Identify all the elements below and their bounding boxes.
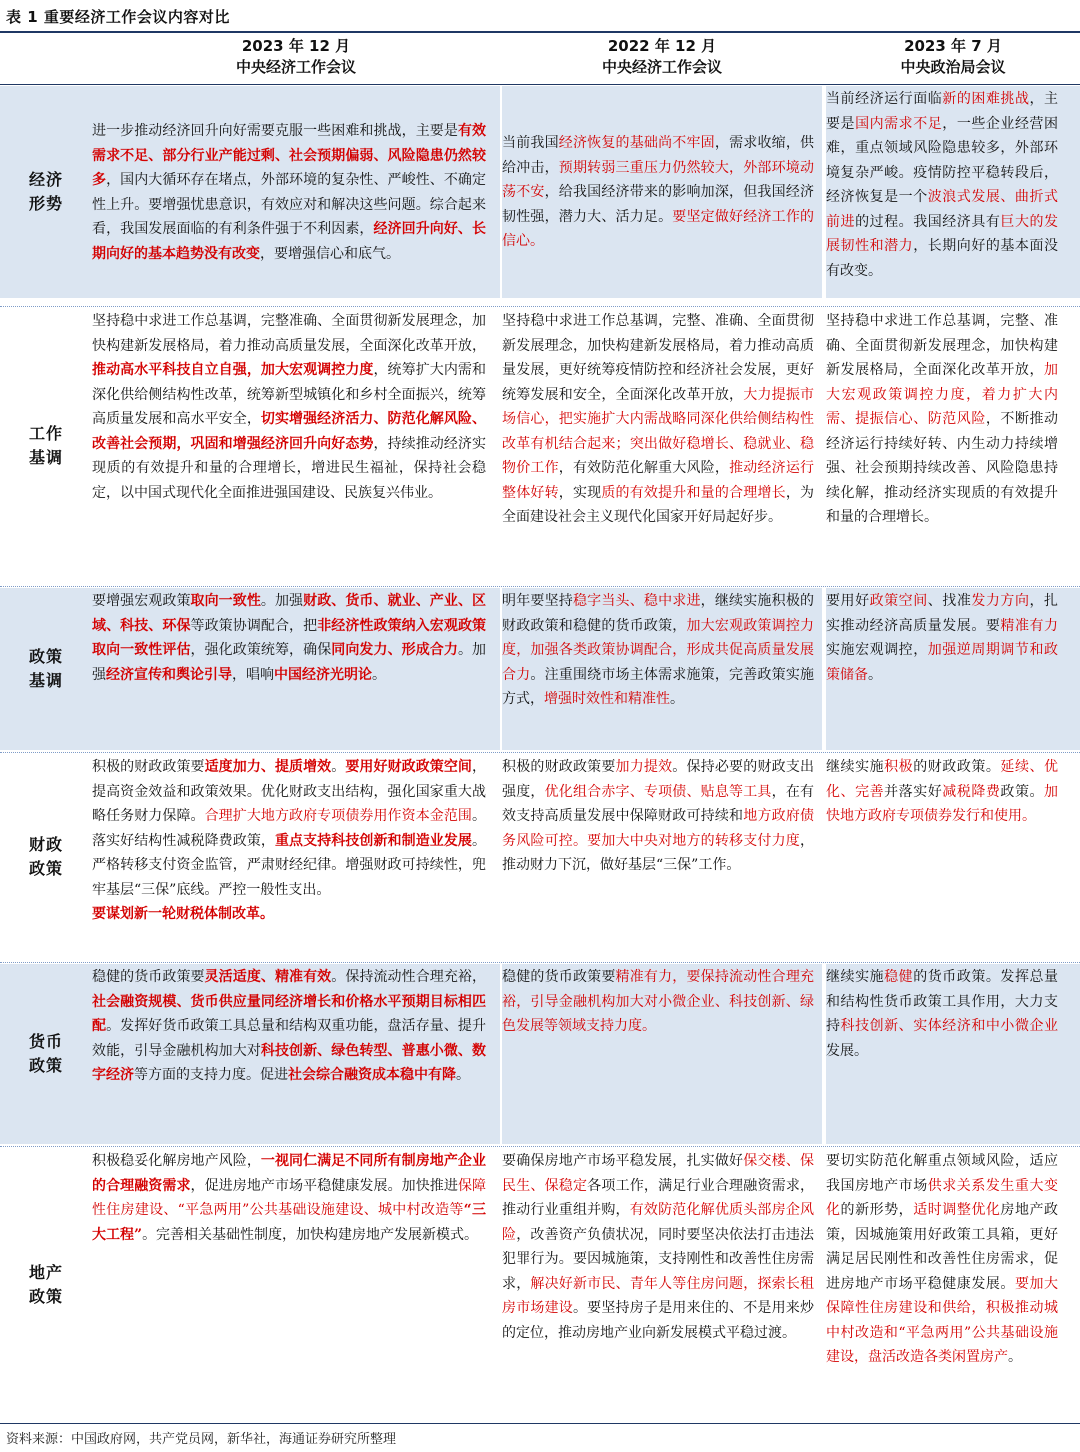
cell-2022-12 xyxy=(502,1148,822,1422)
body-text: 的货币政策。发挥总量和结构性货币政策工具作用，大力支持 xyxy=(826,969,1059,1034)
body-text: 要确保房地产市场平稳发展，扎实做好 xyxy=(502,1153,744,1169)
highlight-text: 经济回升向好、长期向好的基本趋势没有改变 xyxy=(92,221,487,262)
highlight-text: 加力提效 xyxy=(615,759,673,775)
column-header-meeting: 中央经济工作会议 xyxy=(601,58,722,76)
body-text: 积极稳妥化解房地产风险， xyxy=(92,1153,261,1169)
column-header-date: 2022 年 12 月 xyxy=(607,37,717,55)
body-text: 。加强 xyxy=(260,593,304,609)
column-header-2023-12 xyxy=(92,36,500,82)
highlight-text: 加快地方政府专项债券发行和使用。 xyxy=(826,783,1059,824)
row-label: 货币政策 xyxy=(28,1032,63,1075)
highlight-text: 经济宣传和舆论引导 xyxy=(106,666,232,683)
highlight-text: 供求关系发生重大变化 xyxy=(826,1177,1059,1218)
highlight-text: 社会融资规模、货币供应量同经济增长和价格水平预期目标相匹配 xyxy=(92,993,486,1034)
highlight-text: 优化组合赤字、专项债、贴息等工具 xyxy=(544,783,772,800)
table-row-economic-situation xyxy=(0,86,1080,298)
highlight-text: 解决好新市民、青年人等住房问题，探索长租房市场建设 xyxy=(502,1275,815,1316)
body-text: 。 xyxy=(456,1067,470,1083)
cell-2022-12 xyxy=(502,86,822,298)
column-header-date: 2023 年 7 月 xyxy=(904,37,1002,55)
row-label-cell xyxy=(0,964,92,1144)
cell-2023-07 xyxy=(826,588,1080,750)
row-label: 经济形势 xyxy=(28,170,63,213)
body-text: 。完善相关基础性制度，加快构建房地产发展新模式。 xyxy=(142,1226,479,1243)
body-text: ，一些企业经营困难，重点领域风险隐患较多，外部环境复杂严峻。疫情防控平稳转段后，经济恢复是一个 xyxy=(826,115,1059,205)
body-text: 的财政政策。 xyxy=(913,759,1001,775)
highlight-text: 巨大的发展韧性和潜力 xyxy=(826,213,1059,254)
body-text: 。严格转移支付资金监管，严肃财经纪律。增强财政可持续性，兜牢基层“三保”底线。严控一般性支出。 xyxy=(92,832,487,898)
row-divider xyxy=(0,962,1080,963)
highlight-text: 财政、货币、就业、产业、区域、科技、环保 xyxy=(92,593,487,634)
body-text: 稳健的货币政策要 xyxy=(92,969,205,985)
body-text: ，改善资产负债状况，同时要坚决依法打击违法犯罪行为。要因城施策，支持刚性和改善性住房需求， xyxy=(502,1226,815,1292)
title-divider xyxy=(0,31,1080,33)
cell-text xyxy=(826,755,1058,829)
cell-text xyxy=(502,309,814,530)
row-label-cell xyxy=(0,86,92,298)
table-row-policy-tone xyxy=(0,588,1080,750)
cell-2023-07 xyxy=(826,308,1080,584)
highlight-text: 有效需求不足、部分行业产能过剩、社会预期偏弱、风险隐患仍然较多 xyxy=(92,123,487,188)
highlight-text: 预期转弱三重压力仍然较大，外部环境动荡不安 xyxy=(502,159,815,201)
highlight-text: 社会综合融资成本稳中有降 xyxy=(288,1067,456,1083)
highlight-text: 加强逆周期调节和政策储备 xyxy=(826,642,1059,683)
body-text: 坚持稳中求进工作总基调，完整、准确、全面贯彻新发展理念，加快构建新发展格局，着力推动高质量发展，更好统筹疫情防控和经济社会发展，更好统筹发展和安全，全面深化改革开放， xyxy=(502,313,814,403)
highlight-text: 发力方向 xyxy=(971,593,1030,609)
highlight-text: 延续、优化、完善 xyxy=(826,759,1059,800)
body-text: ，要增强信心和底气。 xyxy=(260,245,400,262)
row-label-cell xyxy=(0,308,92,584)
body-text: ，主要是 xyxy=(826,91,1059,132)
row-divider xyxy=(0,1146,1080,1147)
body-text: ，继续实施积极的财政政策和稳健的货币政策， xyxy=(502,593,815,634)
body-text: ，促进房地产市场平稳健康发展。加快推进 xyxy=(190,1177,458,1194)
body-text: 。保持流动性合理充裕， xyxy=(331,969,487,985)
body-text: ，统筹扩大内需和深化供给侧结构性改革，统筹新型城镇化和乡村全面振兴，统筹高质量发展和高水平安全， xyxy=(92,362,487,427)
cell-2023-07 xyxy=(826,754,1080,960)
cell-text xyxy=(502,131,814,254)
body-text: 当前经济运行面临 xyxy=(826,91,943,107)
row-label-cell xyxy=(0,1148,92,1422)
highlight-text: 要坚定做好经济工作的信心。 xyxy=(502,208,815,250)
body-text: 的新形势， xyxy=(840,1202,914,1218)
body-text: ，持续推动经济实现质的有效提升和量的合理增长，增进民生福祉，保持社会稳定，以中国式现代化全面推进强国建设、民族复兴伟业。 xyxy=(92,435,487,501)
body-text: 。 xyxy=(1008,1349,1022,1365)
cell-2023-12 xyxy=(92,1148,500,1422)
table-row-property-policy xyxy=(0,1148,1080,1422)
highlight-text: 政策空间 xyxy=(869,593,928,609)
highlight-text: 要用好财政政策空间 xyxy=(345,759,473,775)
body-text: ，需求收缩，供给冲击， xyxy=(502,135,815,176)
highlight-text: 大力提振市场信心，把实施扩大内需战略同深化供给侧结构性改革有机结合起来；突出做好稳增长、稳就业、稳物价工作 xyxy=(502,386,815,476)
row-divider xyxy=(0,586,1080,587)
body-text: 。 xyxy=(372,666,386,683)
highlight-text: 推动高水平科技自立自强，加大宏观调控力度 xyxy=(92,362,374,378)
body-text: 明年要坚持 xyxy=(502,593,573,609)
body-text: 等政策协调配合，把 xyxy=(190,617,318,634)
body-text: ，为全面建设社会主义现代化国家开好局起好步。 xyxy=(502,484,815,525)
cell-2023-12 xyxy=(92,754,500,960)
highlight-text: 保交楼、保民生、保稳定 xyxy=(502,1153,815,1194)
body-text: ，长期向好的基本面没有改变。 xyxy=(826,238,1059,279)
highlight-text: 稳健 xyxy=(884,969,914,985)
cell-2022-12 xyxy=(502,754,822,960)
body-text: ，扎实推动经济高质量发展。要 xyxy=(826,593,1059,634)
highlight-text: 取向一致性 xyxy=(190,593,261,609)
cell-2022-12 xyxy=(502,308,822,584)
cell-2023-12 xyxy=(92,588,500,750)
cell-text xyxy=(502,1149,814,1345)
body-text: ，在有效支持高质量发展中保障财政可持续和 xyxy=(502,783,815,824)
body-text: ，国内大循环存在堵点，外部环境的复杂性、严峻性、不确定性上升。要增强忧患意识，有效应对和解决这些问题。综合起来看，我国发展面临的有利条件强于不利因素， xyxy=(92,172,487,237)
body-text: 要切实防范化解重点领域风险，适应我国房地产市场 xyxy=(826,1153,1058,1194)
cell-text xyxy=(92,965,486,1088)
cell-2023-12 xyxy=(92,86,500,298)
highlight-text: 一视同仁满足不同所有制房地产企业的合理融资需求 xyxy=(92,1153,487,1194)
body-text: 坚持稳中求进工作总基调，完整、准确、全面贯彻新发展理念，加快构建新发展格局，全面深化改革开放， xyxy=(826,313,1058,378)
highlight-text: 稳字当头、稳中求进 xyxy=(572,593,701,609)
highlight-text: 中国经济光明论 xyxy=(274,666,372,683)
row-label-cell xyxy=(0,588,92,750)
cell-text xyxy=(92,309,486,505)
highlight-text: 经济恢复的基础尚不牢固 xyxy=(558,135,715,152)
highlight-text: 非经济性政策纳入宏观政策取向一致性评估 xyxy=(92,617,487,658)
cell-text xyxy=(826,965,1058,1063)
body-text: ，实现 xyxy=(558,484,602,501)
highlight-text: 新的困难挑战 xyxy=(942,91,1030,107)
body-text: 要用好 xyxy=(826,593,870,609)
body-text: 当前我国 xyxy=(502,135,559,152)
cell-text xyxy=(826,589,1058,687)
highlight-text: 减税降费 xyxy=(942,783,1001,800)
row-label: 地产政策 xyxy=(28,1263,63,1306)
body-text: ，有效防范化解重大风险， xyxy=(558,460,730,476)
highlight-text: 合理扩大地方政府专项债券用作资本金范围 xyxy=(204,808,473,824)
body-text: 积极的财政政策要 xyxy=(92,759,205,775)
body-text: ，强化政策统筹，确保 xyxy=(190,642,332,658)
highlight-text: 保障性住房建设、“平急两用”公共基础设施建设、城中村改造等 xyxy=(92,1177,487,1218)
body-text: 继续实施 xyxy=(826,759,885,775)
body-text: 。注重围绕市场主体需求施策，完善政策实施方式， xyxy=(502,666,815,707)
highlight-text: 适时调整优化 xyxy=(913,1202,1001,1218)
body-text: 积极的财政政策要 xyxy=(502,759,616,775)
cell-text xyxy=(92,119,486,266)
body-text: 房地产政策，因城施策用好政策工具箱，更好满足居民刚性和改善性住房需求，促进房地产市场平稳健康发展。 xyxy=(826,1202,1059,1292)
highlight-text: 科技创新、实体经济和中小微企业 xyxy=(840,1018,1059,1034)
body-text: 坚持稳中求进工作总基调，完整准确、全面贯彻新发展理念，加快构建新发展格局，着力推动高质量发展，全面深化改革开放， xyxy=(92,313,486,354)
highlight-text: 科技创新、绿色转型、普惠小微、数字经济 xyxy=(92,1042,487,1083)
body-text: 。发挥好货币政策工具总量和结构双重功能，盘活存量、提升效能，引导金融机构加大对 xyxy=(92,1018,487,1059)
body-text: 。 xyxy=(670,691,684,707)
row-divider xyxy=(0,752,1080,753)
cell-text xyxy=(92,1149,486,1247)
body-text: 。 xyxy=(331,759,346,775)
cell-text xyxy=(826,1149,1058,1370)
row-label-cell xyxy=(0,754,92,960)
source-note: 资料来源：中国政府网，共产党员网，新华社，海通证券研究所整理 xyxy=(6,1432,397,1447)
body-text: 各项工作，满足行业合理融资需求，推动行业重组并购， xyxy=(502,1177,815,1218)
highlight-text: 同向发力、形成合力 xyxy=(331,642,458,658)
body-text: 。保持必要的财政支出强度， xyxy=(502,759,815,800)
highlight-text: 加大宏观政策调控力度，着力扩大内需、提振信心、防范风险 xyxy=(826,362,1058,427)
body-text: 并落实好 xyxy=(884,783,943,800)
cell-2022-12 xyxy=(502,588,822,750)
cell-2023-07 xyxy=(826,86,1080,298)
column-header-2023-07 xyxy=(826,36,1080,82)
cell-text xyxy=(826,309,1058,530)
cell-text xyxy=(502,589,814,712)
column-header-date: 2023 年 12 月 xyxy=(241,37,351,55)
body-text: 稳健的货币政策要 xyxy=(502,969,616,985)
highlight-text: 质的有效提升和量的合理增长 xyxy=(601,484,786,501)
table-row-monetary-policy xyxy=(0,964,1080,1144)
body-text: 的过程。我国经济具有 xyxy=(855,213,1001,230)
cell-text xyxy=(92,589,486,687)
row-label: 工作基调 xyxy=(28,424,63,467)
body-text: 、找准 xyxy=(927,593,972,609)
body-text: 发展。 xyxy=(826,1042,868,1059)
cell-2023-07 xyxy=(826,964,1080,1144)
highlight-text: 加大宏观政策调控力度，加强各类政策协调配合，形成共促高质量发展合力 xyxy=(502,617,815,683)
highlight-text: 切实增强经济活力、防范化解风险、改善社会预期，巩固和增强经济回升向好态势 xyxy=(92,411,487,452)
body-text: ，唱响 xyxy=(232,666,274,683)
highlight-text: 地方政府债务风险可控。要加大中央对地方的转移支付力度 xyxy=(502,808,815,849)
body-text: 政策。 xyxy=(1000,783,1045,800)
highlight-text: 精准有力 xyxy=(1000,617,1059,634)
highlight-text: 要加大保障性住房建设和供给，积极推动城中村改造和“平急两用”公共基础设施建设，盘活改造各类闲置房产 xyxy=(826,1275,1059,1365)
column-header-2022-12 xyxy=(502,36,822,82)
highlight-text: “三大工程” xyxy=(92,1202,486,1243)
highlight-text: 适度加力、提质增效 xyxy=(204,759,332,775)
body-text: 实施宏观调控， xyxy=(826,642,928,658)
table-title: 表 1 重要经济工作会议内容对比 xyxy=(6,8,230,26)
column-header-meeting: 中央政治局会议 xyxy=(900,58,1006,76)
highlight-text: 波浪式发展、曲折式前进 xyxy=(826,189,1059,230)
body-text: 进一步推动经济回升向好需要克服一些困难和挑战，主要是 xyxy=(92,123,458,139)
cell-2023-07 xyxy=(826,1148,1080,1422)
highlight-text: 灵活适度、精准有效 xyxy=(204,969,332,985)
row-label: 财政政策 xyxy=(28,835,63,878)
body-text: ，提高资金效益和政策效果。优化财政支出结构，强化国家重大战略任务财力保障。 xyxy=(92,759,487,824)
body-text: 要增强宏观政策 xyxy=(92,593,191,609)
table-bottom-divider xyxy=(0,1423,1080,1424)
body-text: 等方面的支持力度。促进 xyxy=(134,1067,288,1083)
cell-text xyxy=(92,755,486,927)
highlight-text: 积极 xyxy=(884,759,914,775)
body-text: ，给我国经济带来的影响加深，但我国经济韧性强，潜力大、活力足。 xyxy=(502,184,815,225)
cell-2023-12 xyxy=(92,964,500,1144)
body-text: 。落实好结构性减税降费政策， xyxy=(92,808,487,849)
body-text: 。加强 xyxy=(92,642,487,683)
table-row-fiscal-policy xyxy=(0,754,1080,960)
body-text: ，推动财力下沉，做好基层“三保”工作。 xyxy=(502,832,814,873)
header-divider xyxy=(0,84,1080,85)
highlight-text: 增强时效性和精准性 xyxy=(544,691,670,707)
body-text: 。 xyxy=(868,666,882,683)
cell-text xyxy=(826,87,1058,283)
body-text: 。要坚持房子是用来住的、不是用来炒的定位，推动房地产业向新发展模式平稳过渡。 xyxy=(502,1300,814,1341)
cell-text xyxy=(502,965,814,1039)
highlight-text: 精准有力，要保持流动性合理充裕，引导金融机构加大对小微企业、科技创新、绿色发展等领域支持力度。 xyxy=(502,969,815,1034)
body-text: ，不断推动经济运行持续好转、内生动力持续增强、社会预期持续改善、风险隐患持续化解，推动经济实现质的有效提升和量的合理增长。 xyxy=(826,411,1059,525)
body-text: 继续实施 xyxy=(826,969,885,985)
cell-2023-12 xyxy=(92,308,500,584)
highlight-text: 要谋划新一轮财税体制改革。 xyxy=(92,906,274,922)
table-row-work-tone xyxy=(0,308,1080,584)
cell-2022-12 xyxy=(502,964,822,1144)
highlight-text: 国内需求不足 xyxy=(855,115,943,132)
cell-text xyxy=(502,755,814,878)
row-divider xyxy=(0,306,1080,307)
highlight-text: 推动经济运行整体好转 xyxy=(502,460,815,501)
highlight-text: 有效防范化解优质头部房企风险 xyxy=(502,1202,815,1243)
row-label: 政策基调 xyxy=(28,647,63,690)
highlight-text: 重点支持科技创新和制造业发展 xyxy=(274,832,473,849)
column-header-meeting: 中央经济工作会议 xyxy=(235,58,356,76)
